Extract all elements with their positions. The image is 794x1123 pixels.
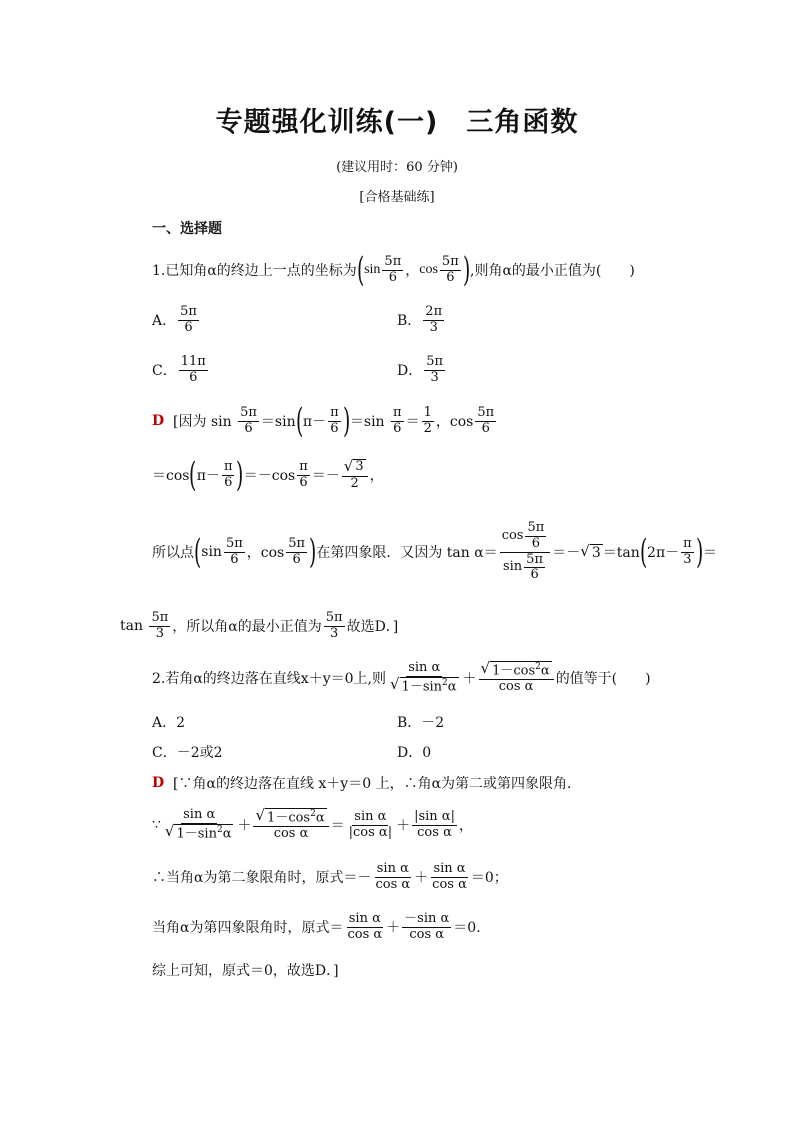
time-hint: (建议用时：60 分钟) (336, 160, 458, 175)
q1-option-d[interactable]: D． $\frac{5\pi}{3}$ (397, 353, 444, 385)
q1-answer: D (152, 413, 165, 429)
q1-stem-prefix: 1.已知角α的终边上一点的坐标为 (152, 263, 357, 279)
q1-solution-line1: D [因为 sin $\frac{5\pi}{6}$ ＝sin ( π－ $\frac{\pi}{6}$ ) ＝sin $\frac{\pi}{6}$ ＝ $\frac{1}{2}$ ，cos $\frac{5\pi}{6}$ (152, 401, 495, 441)
q2-solution-line1: D [∵角α的终边落在直线 x＋y＝0 上，∴角α为第二或第四象限角． (152, 775, 582, 792)
q1-option-a[interactable]: A． $\frac{5\pi}{6}$ (152, 303, 197, 335)
q1-stem-suffix: ,则角α的最小正值为( ) (470, 263, 635, 279)
page-title: 专题强化训练(一) 三角函数 (215, 107, 579, 138)
q2-option-a[interactable]: A．2 (152, 715, 186, 731)
q1-option-c[interactable]: C． $\frac{11\pi}{6}$ (152, 353, 206, 385)
q1-stem: 1.已知角α的终边上一点的坐标为 ( sin $\frac{5\pi}{6}$ ， cos $\frac{5\pi}{6}$ ) ,则角α的最小正值为( ) (152, 250, 635, 290)
q2-solution-line3: ∴当角α为第二象限角时，原式＝－ $\frac{\text{sin α}}{\text{cos α}}$ ＋ $\frac{\text{sin α}}{\text{cos α}}$ ＝0； (152, 860, 508, 892)
q1-solution-line2: ＝cos ( π－ $\frac{\pi}{6}$ ) ＝－cos $\frac{\pi}{6}$ ＝－ √ 3 2 ， (152, 455, 384, 495)
q1-option-b[interactable]: B． $\frac{2\pi}{3}$ (397, 303, 443, 335)
section-heading: 一、选择题 (152, 221, 222, 237)
q2-solution-line2: ∵ sin α √ $1-\sin^2\alpha$ ＋ √ $1-\cos^2\alpha$ cos α ＝ $\frac{\text{sin α}}{\text{|cos α|}}$ ＋ $\frac{\text{|sin α|}}{\text{cos α}}$ ， (152, 805, 473, 842)
q2-answer: D (152, 775, 165, 791)
q2-option-c[interactable]: C．－2或2 (152, 745, 223, 761)
q1-solution-line4: tan $\frac{5\pi}{3}$ ，所以角α的最小正值为 $\frac{5\pi}{3}$ 故选D．] (120, 609, 399, 641)
q2-option-b[interactable]: B．－2 (397, 715, 445, 731)
q2-option-d[interactable]: D．0 (397, 745, 432, 761)
q2-stem: 2.若角α的终边落在直线x＋y＝0上,则 sin α √ $1-\sin^2\alpha$ ＋ √ $1-\cos^2\alpha$ cos α 的值等于( ) (152, 658, 651, 695)
q1-solution-line3: 所以点 ( sin $\frac{5\pi}{6}$ ，cos $\frac{5\pi}{6}$ ) 在第四象限．又因为 tan α＝ cos $\frac{5\pi}{6}$ sin $\frac{5\pi}{6}$ ＝－ √ 3 ＝tan ( 2π－ $\frac{\pi}{3}$ ) ＝ (152, 519, 717, 583)
q2-solution-line4: 当角α为第四象限角时，原式＝ $\frac{\text{sin α}}{\text{cos α}}$ ＋ $\frac{\text{－sin α}}{\text{cos α}}$ ＝0. (152, 910, 481, 942)
level-label: [合格基础练] (359, 190, 435, 205)
q2-solution-line5: 综上可知，原式＝0，故选D．] (152, 963, 339, 979)
